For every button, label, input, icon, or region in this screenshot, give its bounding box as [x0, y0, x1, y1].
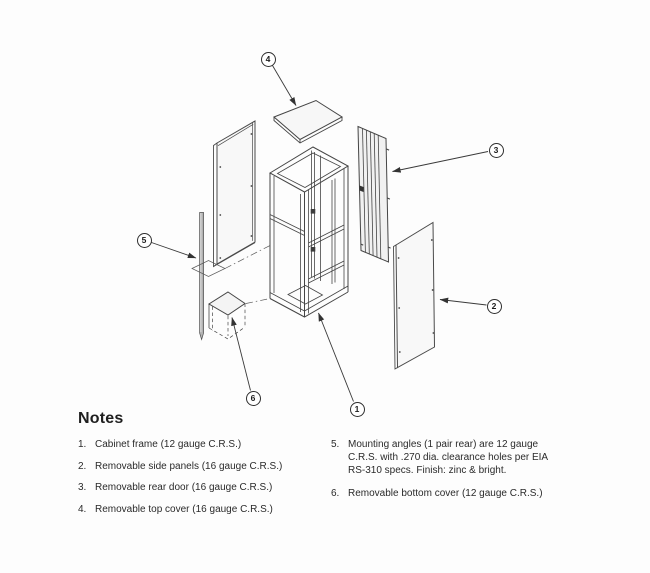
callout-2-number: 2: [491, 300, 497, 311]
note-text-line: Removable bottom cover (12 gauge C.R.S.): [348, 488, 543, 500]
note-number: 1.: [78, 439, 87, 450]
notes-right-column: [331, 438, 548, 509]
callout-1-number: 1: [354, 403, 360, 414]
note-item-6: [331, 487, 548, 500]
note-number: 2.: [78, 460, 87, 472]
note-item-5: [331, 438, 548, 478]
note-item-4: [78, 503, 282, 516]
note-text: Removable rear door (16 gauge C.R.S.): [95, 482, 273, 494]
callout-6-number: 6: [250, 392, 256, 403]
callout-4-number: 4: [265, 53, 271, 64]
callout-5-number: 5: [141, 234, 147, 245]
note-number: 5.: [331, 439, 340, 450]
note-text: Removable side panels (16 gauge C.R.S.): [95, 460, 283, 472]
notes-left-column: [78, 438, 282, 525]
note-text-line: C.R.S. with .270 dia. clearance holes per EIA: [348, 452, 549, 464]
note-number: 4.: [78, 504, 87, 516]
note-number: 6.: [331, 488, 340, 500]
notes-heading: Notes: [78, 410, 124, 427]
note-item-1: [78, 438, 282, 451]
note-item-2: [78, 460, 282, 473]
note-text: [348, 438, 548, 478]
note-text: Cabinet frame (12 gauge C.R.S.): [95, 439, 242, 450]
note-text-line: RS-310 specs. Finish: zinc & bright.: [348, 465, 507, 477]
note-text: [348, 487, 543, 500]
note-text-line: Mounting angles (1 pair rear) are 12 gauge: [348, 439, 539, 450]
note-number: 3.: [78, 482, 87, 494]
note-item-3: [78, 481, 282, 494]
callout-3-number: 3: [493, 144, 499, 155]
note-text: Removable top cover (16 gauge C.R.S.): [95, 504, 273, 516]
